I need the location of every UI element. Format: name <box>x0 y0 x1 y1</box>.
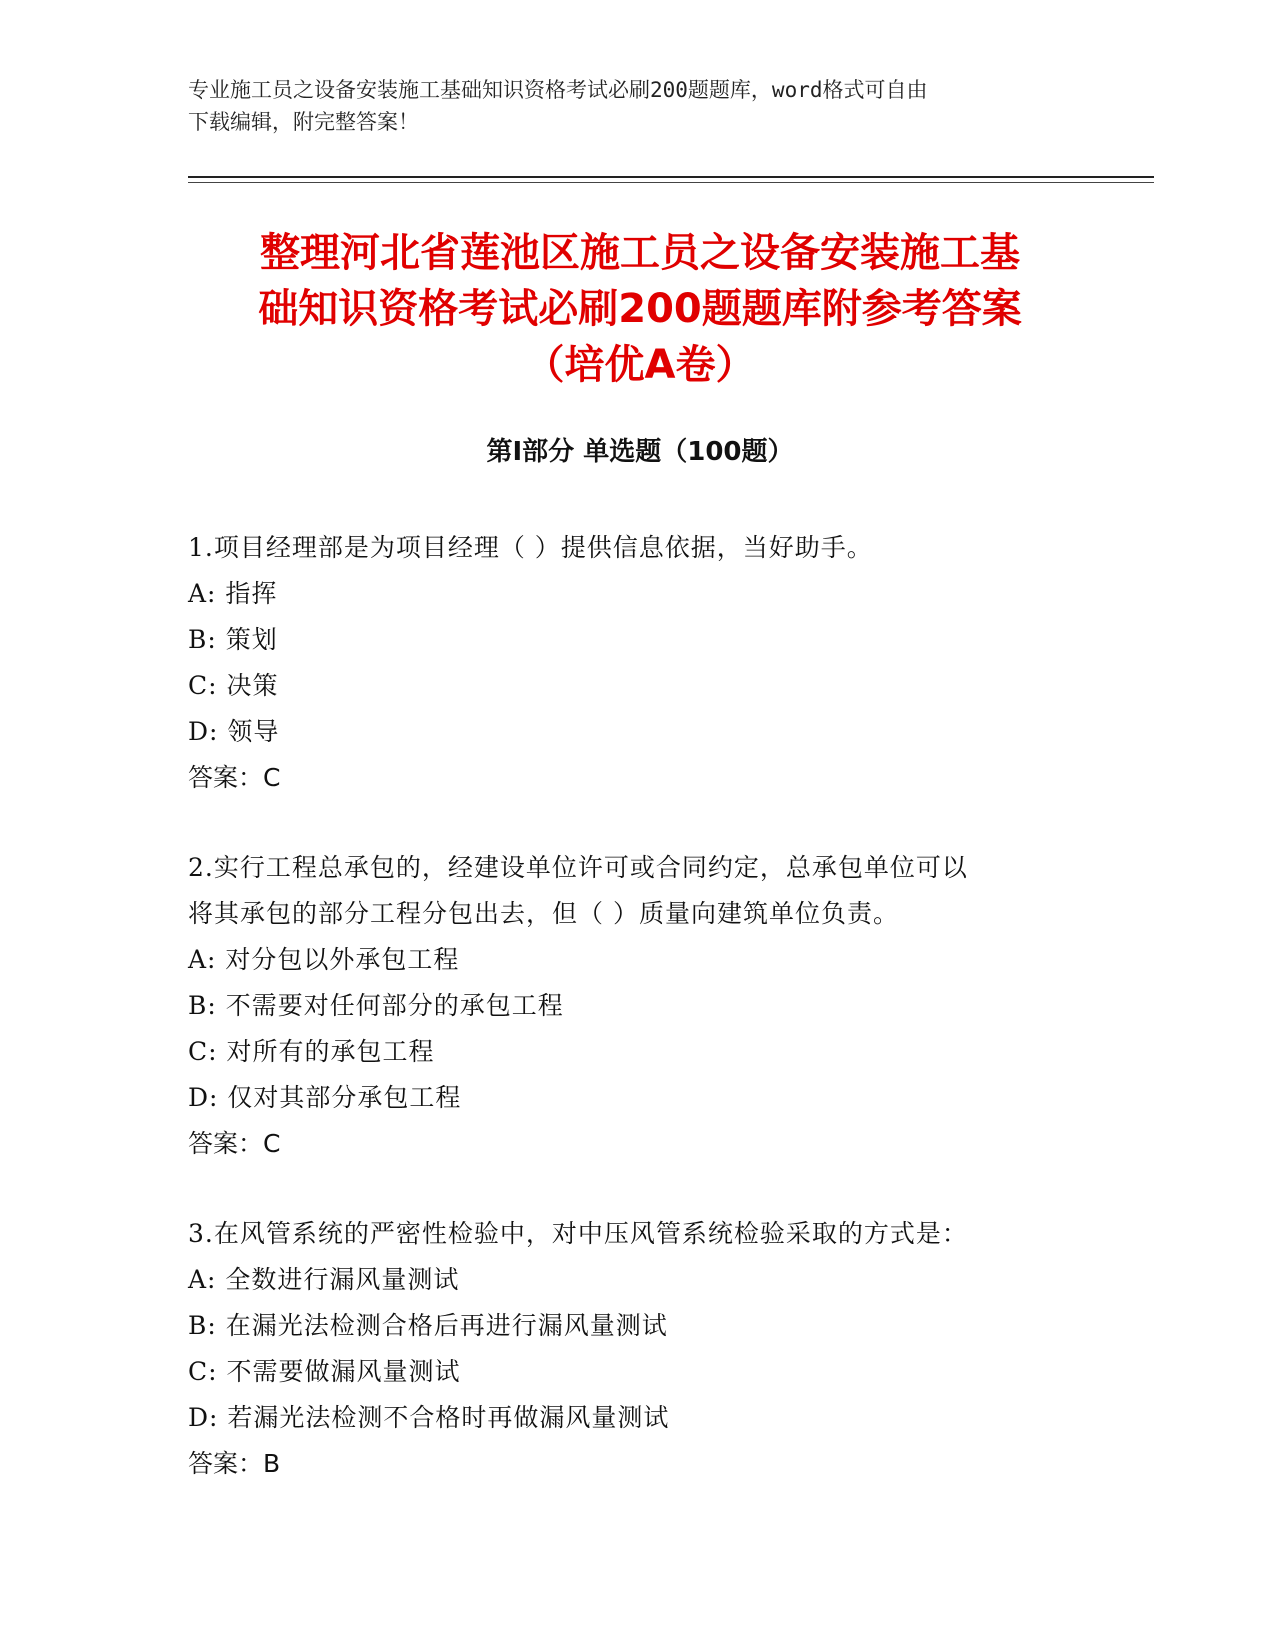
question-stem-line: 2.实行工程总承包的，经建设单位许可或合同约定，总承包单位可以 <box>188 853 968 882</box>
answer-line: 答案：C <box>188 1129 281 1158</box>
option-d: D: 领导 <box>188 717 280 746</box>
header-note <box>188 74 1068 138</box>
header-divider-thin <box>188 182 1154 183</box>
document-title-line-2: 础知识资格考试必刷200题题库附参考答案 <box>258 286 1022 332</box>
question-stem <box>188 1211 1088 1257</box>
question-item <box>188 525 1088 801</box>
question-stem <box>188 525 1088 571</box>
question-item <box>188 845 1088 1167</box>
option-c: C: 决策 <box>188 671 279 700</box>
question-stem-line: 将其承包的部分工程分包出去，但（ ）质量向建筑单位负责。 <box>188 899 899 928</box>
header-note-line-2: 下载编辑，附完整答案！ <box>188 110 419 134</box>
option-a: A: 指挥 <box>188 579 278 608</box>
option-b: B: 在漏光法检测合格后再进行漏风量测试 <box>188 1311 668 1340</box>
option-a: A: 对分包以外承包工程 <box>188 945 460 974</box>
document-title-line-3: （培优A卷） <box>524 342 756 388</box>
option-b: B: 策划 <box>188 625 278 654</box>
option-b: B: 不需要对任何部分的承包工程 <box>188 991 564 1020</box>
section-heading: 第Ⅰ部分 单选题（100题） <box>486 437 794 467</box>
question-stem-line: 3.在风管系统的严密性检验中，对中压风管系统检验采取的方式是： <box>188 1219 968 1248</box>
option-c: C: 不需要做漏风量测试 <box>188 1357 461 1386</box>
document-title <box>188 225 1092 393</box>
question-list <box>188 525 1088 1531</box>
document-title-line-1: 整理河北省莲池区施工员之设备安装施工基 <box>260 230 1020 276</box>
option-c: C: 对所有的承包工程 <box>188 1037 435 1066</box>
option-d: D: 仅对其部分承包工程 <box>188 1083 462 1112</box>
question-stem-line: 1.项目经理部是为项目经理（ ）提供信息依据，当好助手。 <box>188 533 873 562</box>
header-divider-thick <box>188 176 1154 178</box>
answer-line: 答案：B <box>188 1449 281 1478</box>
header-note-line-1: 专业施工员之设备安装施工基础知识资格考试必刷200题题库，word格式可自由 <box>188 78 928 102</box>
option-a: A: 全数进行漏风量测试 <box>188 1265 460 1294</box>
question-stem <box>188 845 1088 937</box>
option-d: D: 若漏光法检测不合格时再做漏风量测试 <box>188 1403 670 1432</box>
answer-line: 答案：C <box>188 763 281 792</box>
question-item <box>188 1211 1088 1487</box>
